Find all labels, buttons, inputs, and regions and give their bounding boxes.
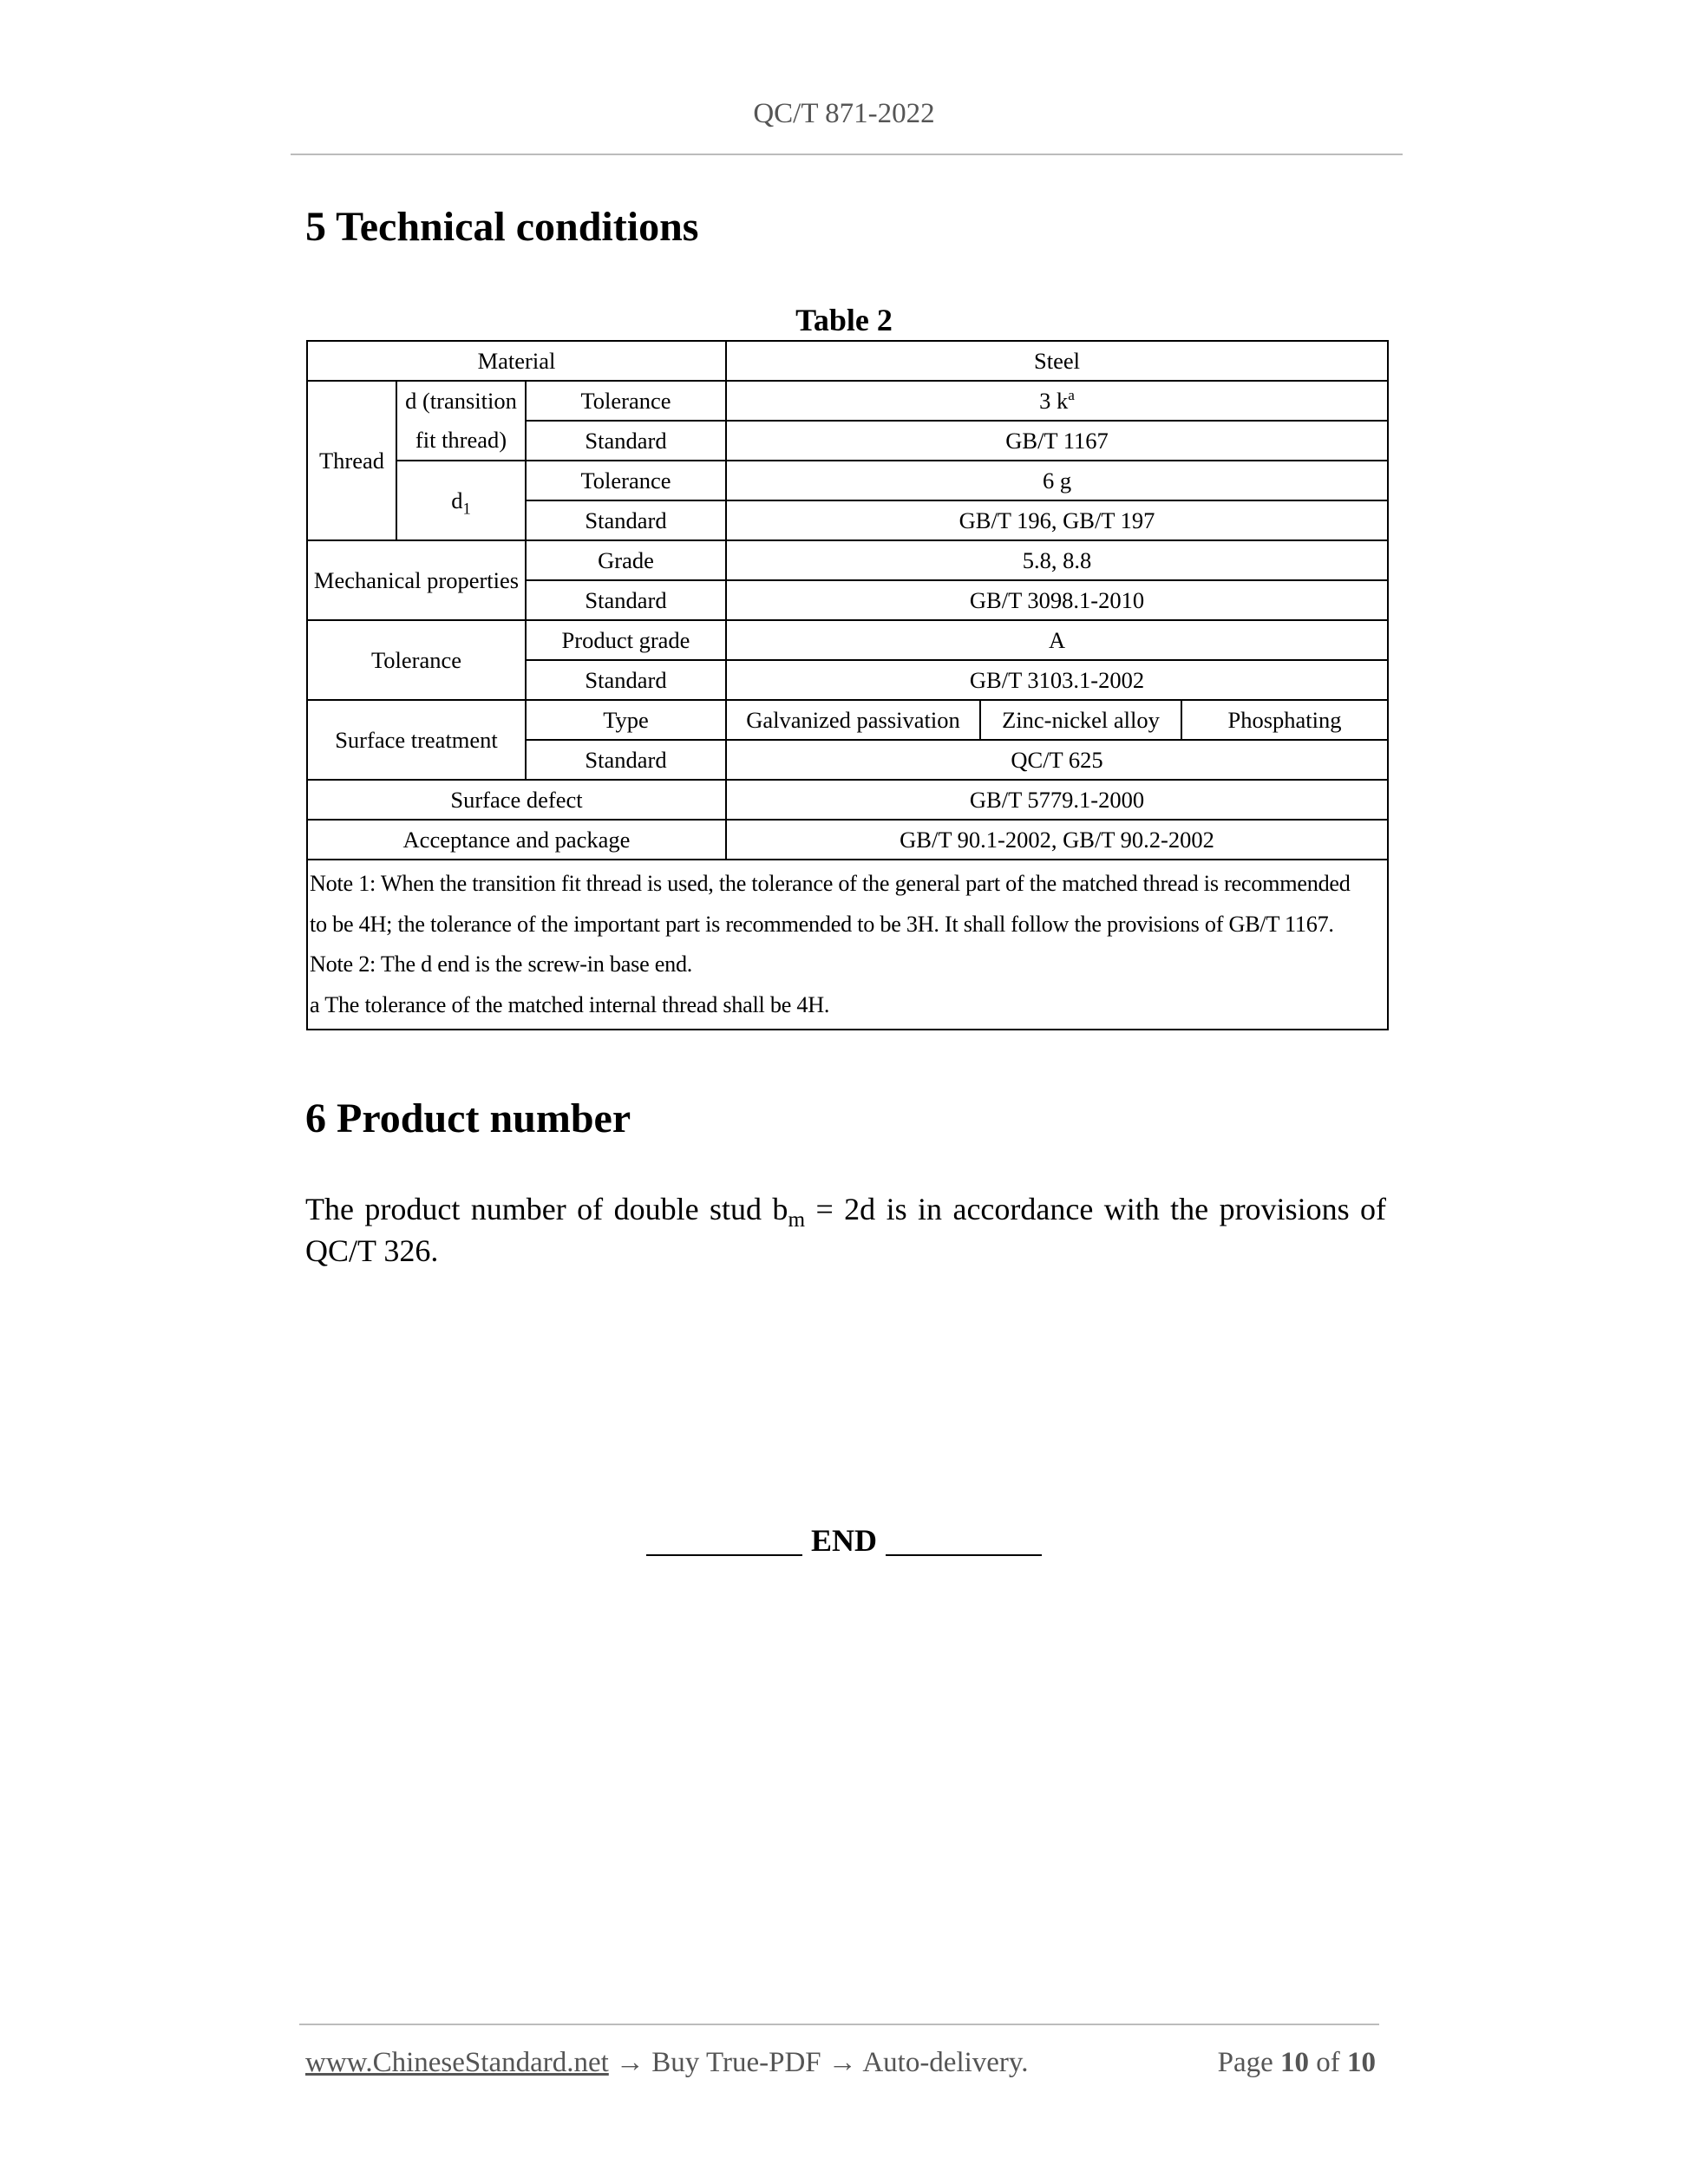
page-label: Page [1217, 2047, 1273, 2078]
paragraph-text: = 2d is in accordance with the provisions of QC/T 326. [305, 1192, 1386, 1268]
table-cell: Thread [307, 381, 396, 540]
section-6-title: 6 Product number [305, 1095, 631, 1141]
table-cell: Standard [526, 500, 726, 540]
table-cell: GB/T 5779.1-2000 [726, 780, 1388, 820]
end-rule-right [886, 1554, 1042, 1556]
table-cell: GB/T 90.1-2002, GB/T 90.2-2002 [726, 820, 1388, 860]
table-cell: 5.8, 8.8 [726, 540, 1388, 580]
header-divider [291, 154, 1403, 155]
note-line: to be 4H; the tolerance of the important part is recommended to be 3H. It shall follow the provisions of GB/T 1167. [310, 911, 1334, 937]
table-row [307, 381, 1388, 421]
table-cell: Phosphating [1181, 700, 1388, 740]
current-page: 10 [1280, 2047, 1309, 2078]
table-cell: Tolerance [526, 381, 726, 421]
end-text: END [810, 1523, 877, 1558]
buy-text: Buy True-PDF [651, 2047, 821, 2078]
table-caption: Table 2 [795, 303, 893, 337]
table-cell: Tolerance [526, 461, 726, 500]
table-cell: Surface treatment [307, 700, 526, 780]
page-indicator [1218, 2047, 1376, 2079]
table-cell: Zinc-nickel alloy [980, 700, 1181, 740]
arrow-right-icon: → [828, 2047, 857, 2078]
table-cell: 6 g [726, 461, 1388, 500]
note-line: Note 2: The d end is the screw-in base end. [310, 951, 693, 977]
table-cell: GB/T 3098.1-2010 [726, 580, 1388, 620]
table-cell: Acceptance and package [307, 820, 726, 860]
table-cell: Steel [726, 341, 1388, 381]
technical-conditions-table [306, 340, 1389, 1030]
note-line: Note 1: When the transition fit thread is used, the tolerance of the general part of the matched thread is recommended [310, 871, 1351, 896]
total-pages: 10 [1347, 2047, 1376, 2078]
end-rule-left [646, 1554, 802, 1556]
paragraph-text: The product number of double stud b [305, 1192, 788, 1226]
product-number-paragraph [305, 1188, 1386, 1272]
table-cell [396, 461, 526, 540]
table-cell: Tolerance [307, 620, 526, 700]
table-cell [726, 381, 1388, 421]
table-cell: GB/T 3103.1-2002 [726, 660, 1388, 700]
table-cell: QC/T 625 [726, 740, 1388, 780]
document-id-header: QC/T 871-2022 [753, 98, 935, 129]
table-row [307, 421, 1388, 461]
table-cell: Standard [526, 660, 726, 700]
table-cell: Galvanized passivation [726, 700, 980, 740]
table-cell: Product grade [526, 620, 726, 660]
table-cell: Type [526, 700, 726, 740]
website-link[interactable]: www.ChineseStandard.net [305, 2047, 609, 2078]
table-cell: Material [307, 341, 726, 381]
tolerance-value: 3 k [1039, 387, 1069, 414]
delivery-text: Auto-delivery. [862, 2047, 1029, 2078]
table-row [307, 700, 1388, 740]
table-cell: A [726, 620, 1388, 660]
table-cell: Standard [526, 421, 726, 461]
table-row [307, 820, 1388, 860]
table-cell: Standard [526, 740, 726, 780]
d1-subscript: 1 [462, 500, 471, 519]
footer-links [305, 2047, 1029, 2079]
footer-divider [299, 2024, 1379, 2025]
d1-main: d [451, 487, 463, 513]
section-5-title: 5 Technical conditions [305, 204, 699, 250]
table-notes [307, 860, 1388, 1030]
table-cell: Standard [526, 580, 726, 620]
table-cell: Surface defect [307, 780, 726, 820]
table-cell: Mechanical properties [307, 540, 526, 620]
footnote-marker: a [1068, 386, 1075, 403]
note-line: a The tolerance of the matched internal thread shall be 4H. [310, 991, 830, 1017]
table-cell: GB/T 1167 [726, 421, 1388, 461]
table-row [307, 540, 1388, 580]
table-row [307, 461, 1388, 500]
table-cell: d (transition [396, 381, 526, 421]
end-marker [0, 1522, 1688, 1559]
page-of: of [1316, 2047, 1340, 2078]
table-cell: fit thread) [396, 421, 526, 461]
table-row [307, 341, 1388, 381]
paragraph-subscript: m [788, 1208, 806, 1233]
arrow-right-icon: → [616, 2047, 645, 2078]
table-cell: Grade [526, 540, 726, 580]
table-row [307, 620, 1388, 660]
table-row [307, 780, 1388, 820]
table-cell: GB/T 196, GB/T 197 [726, 500, 1388, 540]
table-row [307, 860, 1388, 1030]
